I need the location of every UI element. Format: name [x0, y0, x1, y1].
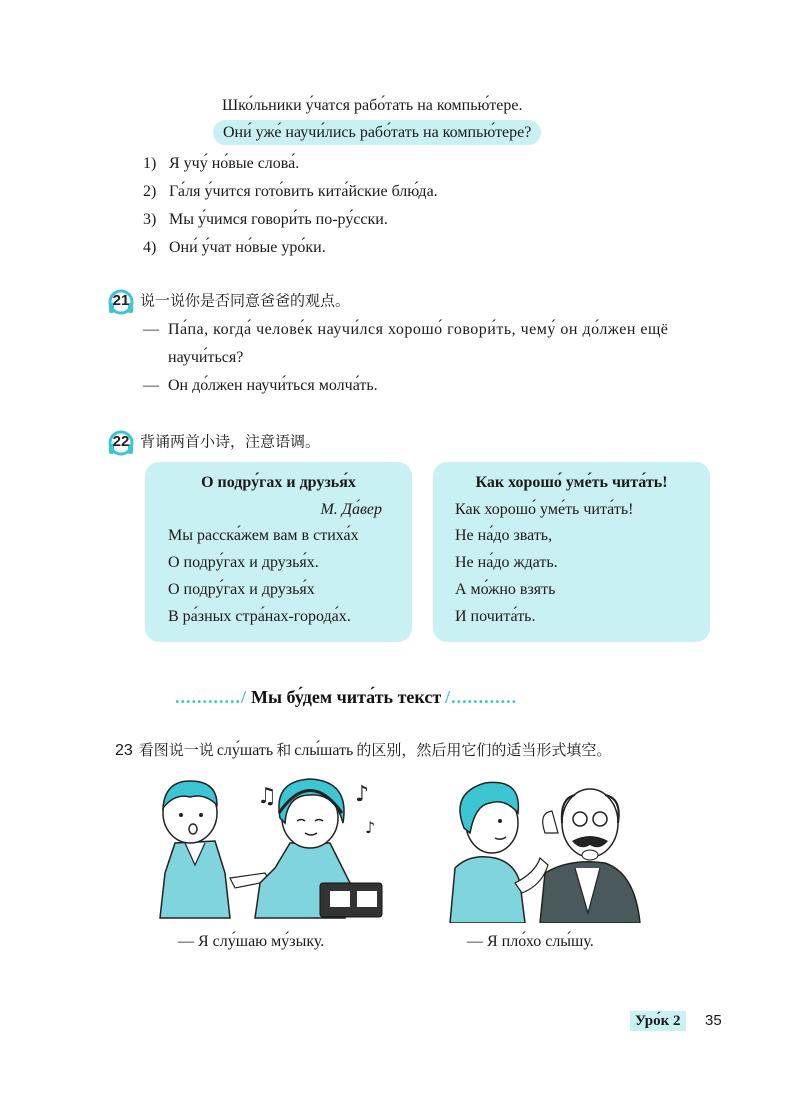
svg-text:♫: ♫ — [257, 784, 277, 809]
task-instruction-b: 和 — [276, 741, 292, 759]
item-text: Га́ля у́чится гото́вить кита́йские блю́да. — [169, 183, 438, 200]
section-heading — [175, 682, 645, 712]
lesson-label: Уро́к 2 — [630, 1011, 686, 1031]
poem-title: О подру́гах и друзья́х — [201, 474, 356, 491]
poem-line: В ра́зных стра́нах-города́х. — [168, 608, 351, 625]
item-text: Я учу́ но́вые слова́. — [169, 155, 300, 172]
item-number: 3) — [143, 211, 157, 228]
dialog-dash: — — [143, 377, 159, 394]
task-instruction-a: 看图说一说 — [138, 741, 214, 759]
dialog-line — [143, 348, 243, 368]
item-text: Они́ у́чат но́вые уро́ки. — [169, 239, 326, 256]
item-number: 4) — [143, 239, 157, 256]
section-dots-right: /............ — [445, 687, 518, 707]
task-number-badge — [108, 289, 134, 315]
page-number: 35 — [705, 1012, 722, 1029]
poem-box-1 — [145, 462, 412, 642]
task-23-heading — [115, 740, 611, 761]
caption-hearing: — Я пло́хо слы́шу. — [467, 933, 594, 950]
task-number: 21 — [112, 292, 130, 309]
task-22-heading — [108, 430, 320, 456]
task-instruction-c: 的区别，然后用它们的适当形式填空。 — [356, 741, 612, 759]
example-answer: Они́ уже́ научи́лись рабо́тать на компью́тере? — [213, 120, 541, 145]
poem-title: Как хорошо́ уме́ть чита́ть! — [475, 474, 668, 491]
poem-author: М. Да́вер — [320, 501, 382, 518]
dialog-line — [143, 376, 378, 396]
poem-line: А мо́жно взять — [455, 581, 556, 598]
task-number: 23 — [115, 742, 133, 759]
dialog-dash: — — [143, 321, 159, 338]
task-number-badge — [108, 430, 134, 456]
dialog-text: научи́ться? — [168, 349, 244, 366]
exercise-item — [143, 238, 326, 258]
poem-line: Как хорошо́ уме́ть чита́ть! — [455, 501, 634, 518]
illustration-listening-music — [145, 773, 390, 923]
svg-text:♪: ♪ — [365, 818, 376, 837]
task-instruction: 说一说你是否同意爸爸的观点。 — [140, 291, 351, 310]
poem-line: О подру́гах и друзья́х. — [168, 554, 319, 571]
illustration-hard-of-hearing — [440, 773, 645, 923]
exercise-item — [143, 182, 438, 202]
keyword-slushat: слу́шать — [216, 742, 274, 759]
dialog-text: Он до́лжен научи́ться молча́ть. — [168, 377, 378, 394]
poem-line: Не на́до ждать. — [455, 554, 558, 571]
item-number: 1) — [143, 155, 157, 172]
task-number: 22 — [112, 433, 130, 450]
dialog-line — [143, 320, 668, 340]
section-title: Мы бу́дем чита́ть текст — [251, 687, 442, 707]
poem-line: О подру́гах и друзья́х — [168, 581, 315, 598]
poem-line: Мы расска́жем вам в стиха́х — [168, 527, 359, 544]
task-instruction: 背诵两首小诗，注意语调。 — [140, 432, 321, 451]
task-21-heading — [108, 289, 350, 315]
poem-box-2 — [433, 462, 710, 642]
caption-listening: — Я слу́шаю му́зыку. — [178, 933, 325, 950]
keyword-slyshat: слы́шать — [294, 742, 354, 759]
example-sentence: Шко́льники у́чатся рабо́тать на компью́тере. — [222, 97, 523, 114]
exercise-item — [143, 154, 299, 174]
item-number: 2) — [143, 183, 157, 200]
svg-text:♪: ♪ — [355, 782, 370, 807]
dialog-text: Па́па, когда́ челове́к научи́лся хорошо́ говори́ть, чему́ он до́лжен ещё — [168, 321, 669, 338]
poem-line: И почита́ть. — [455, 608, 536, 625]
section-dots-left: ............/ — [175, 687, 248, 707]
exercise-item — [143, 210, 388, 230]
poem-line: Не на́до звать, — [455, 527, 553, 544]
item-text: Мы у́чимся говори́ть по-ру́сски. — [169, 211, 388, 228]
